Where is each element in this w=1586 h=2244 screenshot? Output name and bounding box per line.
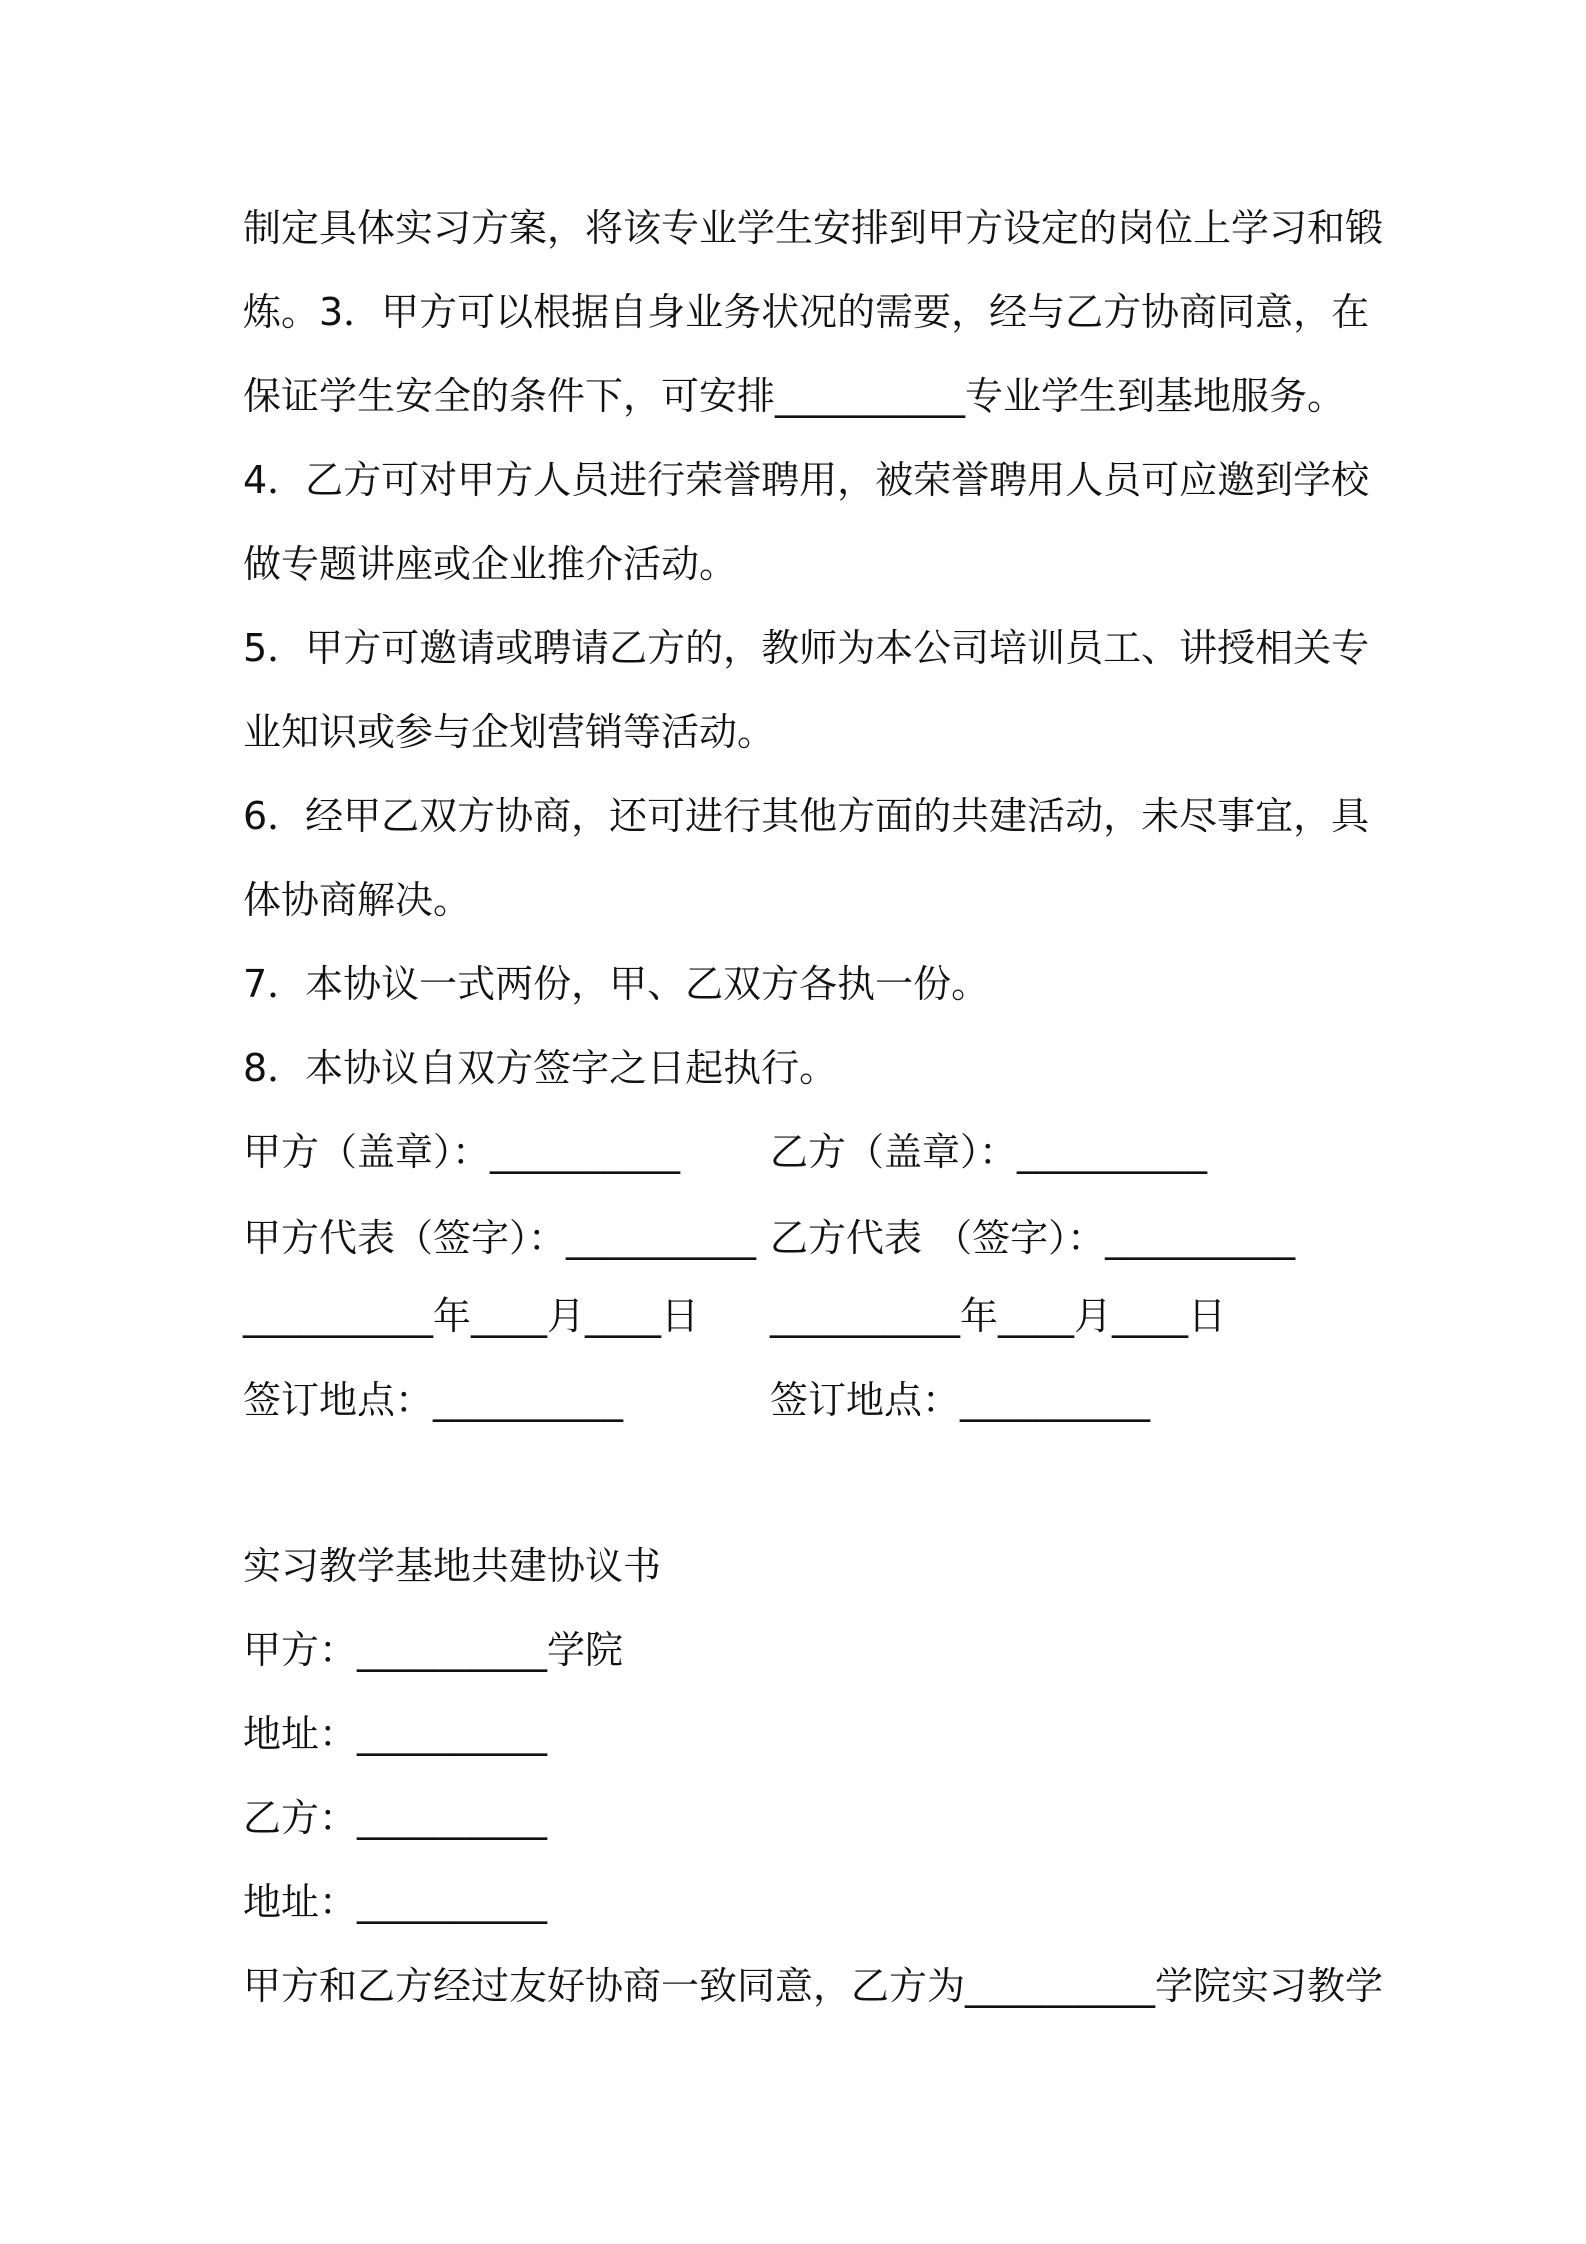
party-b-representative: 乙方代表 （签字）：__________	[770, 1216, 1296, 1260]
paragraph-line: 5．甲方可邀请或聘请乙方的，教师为本公司培训员工、讲授相关专	[243, 626, 1370, 670]
party-b-field: 乙方：__________	[243, 1796, 548, 1840]
paragraph-line: 体协商解决。	[243, 878, 472, 922]
party-a-address: 地址：__________	[243, 1712, 548, 1756]
paragraph-line: 保证学生安全的条件下，可安排__________专业学生到基地服务。	[243, 374, 1346, 418]
paragraph-line: 业知识或参与企划营销等活动。	[243, 710, 776, 754]
paragraph-line: 7．本协议一式两份，甲、乙双方各执一份。	[243, 962, 990, 1006]
party-b-address: 地址：__________	[243, 1880, 548, 1924]
party-b-seal: 乙方（盖章）：__________	[770, 1130, 1208, 1174]
party-b-date: __________年____月____日	[770, 1294, 1227, 1338]
paragraph-line: 做专题讲座或企业推介活动。	[243, 542, 738, 586]
paragraph-line: 制定具体实习方案，将该专业学生安排到甲方设定的岗位上学习和锻	[243, 206, 1384, 250]
paragraph-line: 6．经甲乙双方协商，还可进行其他方面的共建活动，未尽事宜，具	[243, 794, 1370, 838]
party-b-signing-place: 签订地点：__________	[770, 1378, 1151, 1422]
paragraph-line: 8．本协议自双方签字之日起执行。	[243, 1046, 838, 1090]
party-a-representative: 甲方代表（签字）：__________	[243, 1216, 757, 1260]
paragraph-line: 炼。3．甲方可以根据自身业务状况的需要，经与乙方协商同意，在	[243, 290, 1370, 334]
party-a-date: __________年____月____日	[243, 1294, 700, 1338]
document-title: 实习教学基地共建协议书	[243, 1544, 662, 1588]
party-a-signing-place: 签订地点：__________	[243, 1378, 624, 1422]
paragraph-line: 4．乙方可对甲方人员进行荣誉聘用，被荣誉聘用人员可应邀到学校	[243, 458, 1370, 502]
intro-line: 甲方和乙方经过友好协商一致同意，乙方为__________学院实习教学	[243, 1964, 1384, 2008]
party-a-seal: 甲方（盖章）：__________	[243, 1130, 681, 1174]
party-a-field: 甲方：__________学院	[243, 1628, 624, 1672]
